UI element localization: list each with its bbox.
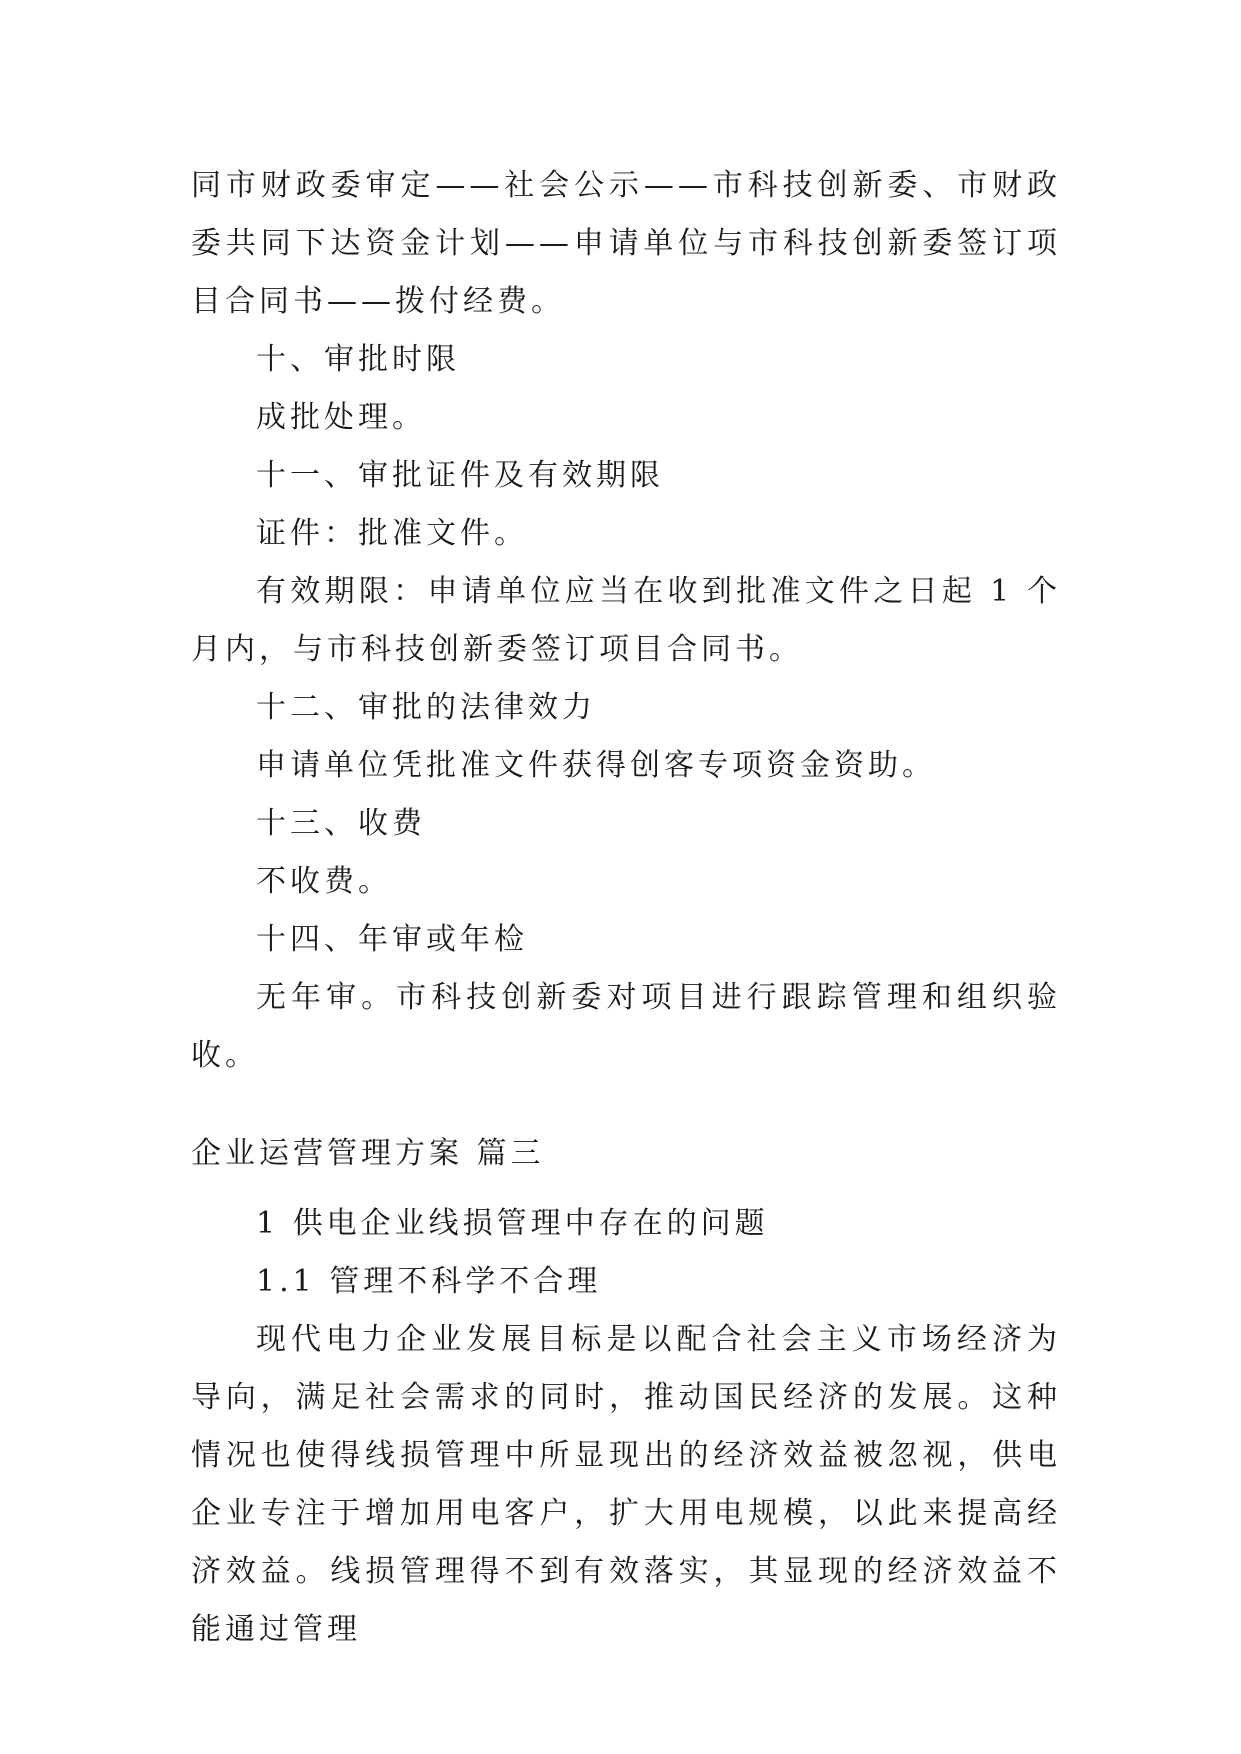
paragraph-management-issues: 现代电力企业发展目标是以配合社会主义市场经济为导向，满足社会需求的同时，推动国民经济的发展。这种情况也使得线损管理中所显现出的经济效益被忽视，供电企业专注于增加用电客户，扩大用电规模，以此来提高经济效益。线损管理得不到有效落实，其显现的经济效益不能通过管理 (191, 1322, 1061, 1647)
paragraph-continuation: 同市财政委审定——社会公示——市科技创新委、市财政委共同下达资金计划——申请单位与市科技创新委签订项目合同书——拨付经费。 (191, 168, 1061, 319)
heading-fees: 十三、收费 (256, 806, 426, 841)
heading-legal-effect: 十二、审批的法律效力 (256, 690, 596, 725)
section-title: 企业运营管理方案 篇三 (191, 1136, 545, 1171)
paragraph-legal-effect: 申请单位凭批准文件获得创客专项资金资助。 (256, 748, 936, 783)
paragraph-batch-processing: 成批处理。 (256, 400, 426, 435)
paragraph-certificate: 证件：批准文件。 (256, 516, 528, 551)
paragraph-annual-review: 无年审。市科技创新委对项目进行跟踪管理和组织验收。 (191, 980, 1061, 1073)
document-body (191, 157, 1061, 1659)
heading-annual-review: 十四、年审或年检 (256, 922, 528, 957)
heading-line-loss-problems: 1 供电企业线损管理中存在的问题 (256, 1206, 769, 1241)
heading-approval-time-limit: 十、审批时限 (256, 342, 460, 377)
paragraph-no-fees: 不收费。 (256, 864, 392, 899)
paragraph-validity-period: 有效期限：申请单位应当在收到批准文件之日起 1 个月内，与市科技创新委签订项目合同书。 (191, 574, 1061, 667)
heading-approval-certificate: 十一、审批证件及有效期限 (256, 458, 664, 493)
heading-management-issues: 1.1 管理不科学不合理 (256, 1264, 602, 1299)
